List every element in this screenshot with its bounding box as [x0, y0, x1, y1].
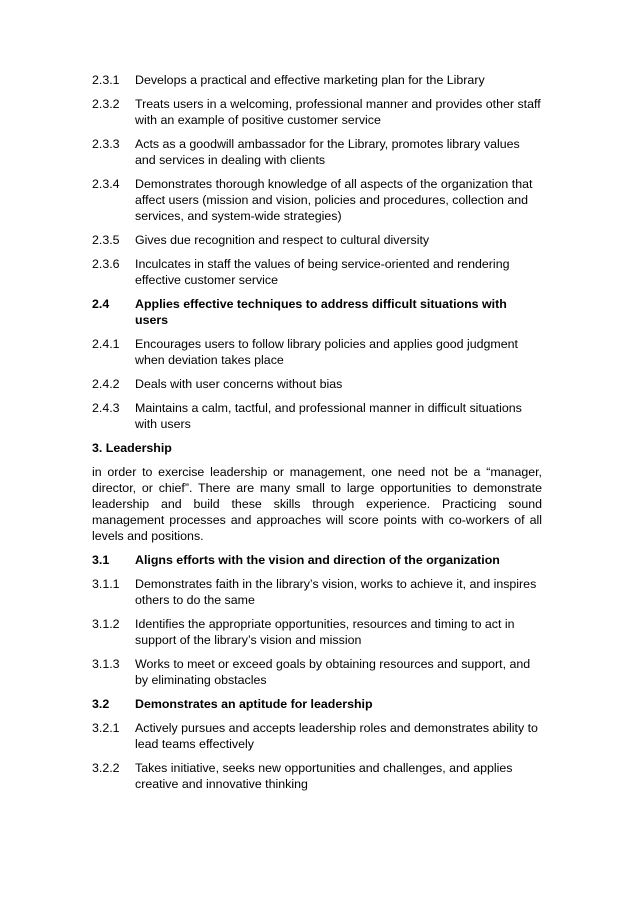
item-number: 3.2 — [92, 697, 110, 711]
list-item — [92, 176, 542, 224]
list-item — [92, 760, 542, 792]
item-number: 3.1.1 — [92, 577, 120, 591]
document-page — [92, 72, 542, 800]
item-number: 2.4.3 — [92, 401, 120, 415]
item-text: Demonstrates thorough knowledge of all aspects of the organization that affect users (mission and vision, policies and procedures, collection and services, and system-wide strategies) — [135, 177, 533, 223]
item-number: 3.1 — [92, 553, 110, 567]
item-text: Encourages users to follow library policies and applies good judgment when deviation takes place — [135, 337, 518, 367]
intro-paragraph: in order to exercise leadership or management, one need not be a “manager, director, or chief”. There are many small to large opportunities to demonstrate leadership and build these skills through experience. Practicing sound management processes and approaches will score points with co-workers of all levels and positions. — [92, 465, 542, 543]
item-number: 3.2.1 — [92, 721, 120, 735]
list-item — [92, 400, 542, 432]
list-item — [92, 576, 542, 608]
item-number: 2.3.2 — [92, 97, 120, 111]
item-text: Works to meet or exceed goals by obtaining resources and support, and by eliminating obstacles — [135, 657, 531, 687]
item-text: Treats users in a welcoming, professional manner and provides other staff with an example of positive customer service — [135, 97, 541, 127]
list-item — [92, 232, 542, 248]
section-heading: 3. Leadership — [92, 441, 172, 455]
item-text: Inculcates in staff the values of being service-oriented and rendering effective customer service — [135, 257, 510, 287]
list-item — [92, 336, 542, 368]
list-item — [92, 616, 542, 648]
subsection-heading — [92, 552, 542, 568]
item-text: Takes initiative, seeks new opportunities and challenges, and applies creative and innovative thinking — [135, 761, 513, 791]
subsection-heading — [92, 696, 542, 712]
item-text: Demonstrates an aptitude for leadership — [135, 697, 373, 711]
item-text: Applies effective techniques to address difficult situations with users — [135, 297, 507, 327]
item-number: 2.3.6 — [92, 257, 120, 271]
item-number: 2.4.1 — [92, 337, 120, 351]
item-number: 3.1.3 — [92, 657, 120, 671]
item-number: 2.4 — [92, 297, 110, 311]
list-item — [92, 376, 542, 392]
list-item — [92, 720, 542, 752]
item-number: 3.1.2 — [92, 617, 120, 631]
item-text: Identifies the appropriate opportunities, resources and timing to act in support of the library’s vision and mission — [135, 617, 515, 647]
list-item — [92, 256, 542, 288]
item-text: Demonstrates faith in the library’s vision, works to achieve it, and inspires others to do the same — [135, 577, 537, 607]
item-text: Aligns efforts with the vision and direction of the organization — [135, 553, 500, 567]
item-number: 2.4.2 — [92, 377, 120, 391]
list-item — [92, 656, 542, 688]
item-text: Acts as a goodwill ambassador for the Library, promotes library values and services in dealing with clients — [135, 137, 520, 167]
item-text: Develops a practical and effective marketing plan for the Library — [135, 73, 485, 87]
subsection-heading — [92, 296, 542, 328]
item-number: 2.3.5 — [92, 233, 120, 247]
list-item — [92, 136, 542, 168]
item-text: Gives due recognition and respect to cultural diversity — [135, 233, 430, 247]
item-number: 2.3.3 — [92, 137, 120, 151]
item-text: Actively pursues and accepts leadership roles and demonstrates ability to lead teams effectively — [135, 721, 538, 751]
item-number: 2.3.4 — [92, 177, 120, 191]
item-text: Maintains a calm, tactful, and professional manner in difficult situations with users — [135, 401, 522, 431]
item-text: Deals with user concerns without bias — [135, 377, 343, 391]
item-number: 3.2.2 — [92, 761, 120, 775]
list-item — [92, 72, 542, 88]
item-number: 2.3.1 — [92, 73, 120, 87]
list-item — [92, 96, 542, 128]
